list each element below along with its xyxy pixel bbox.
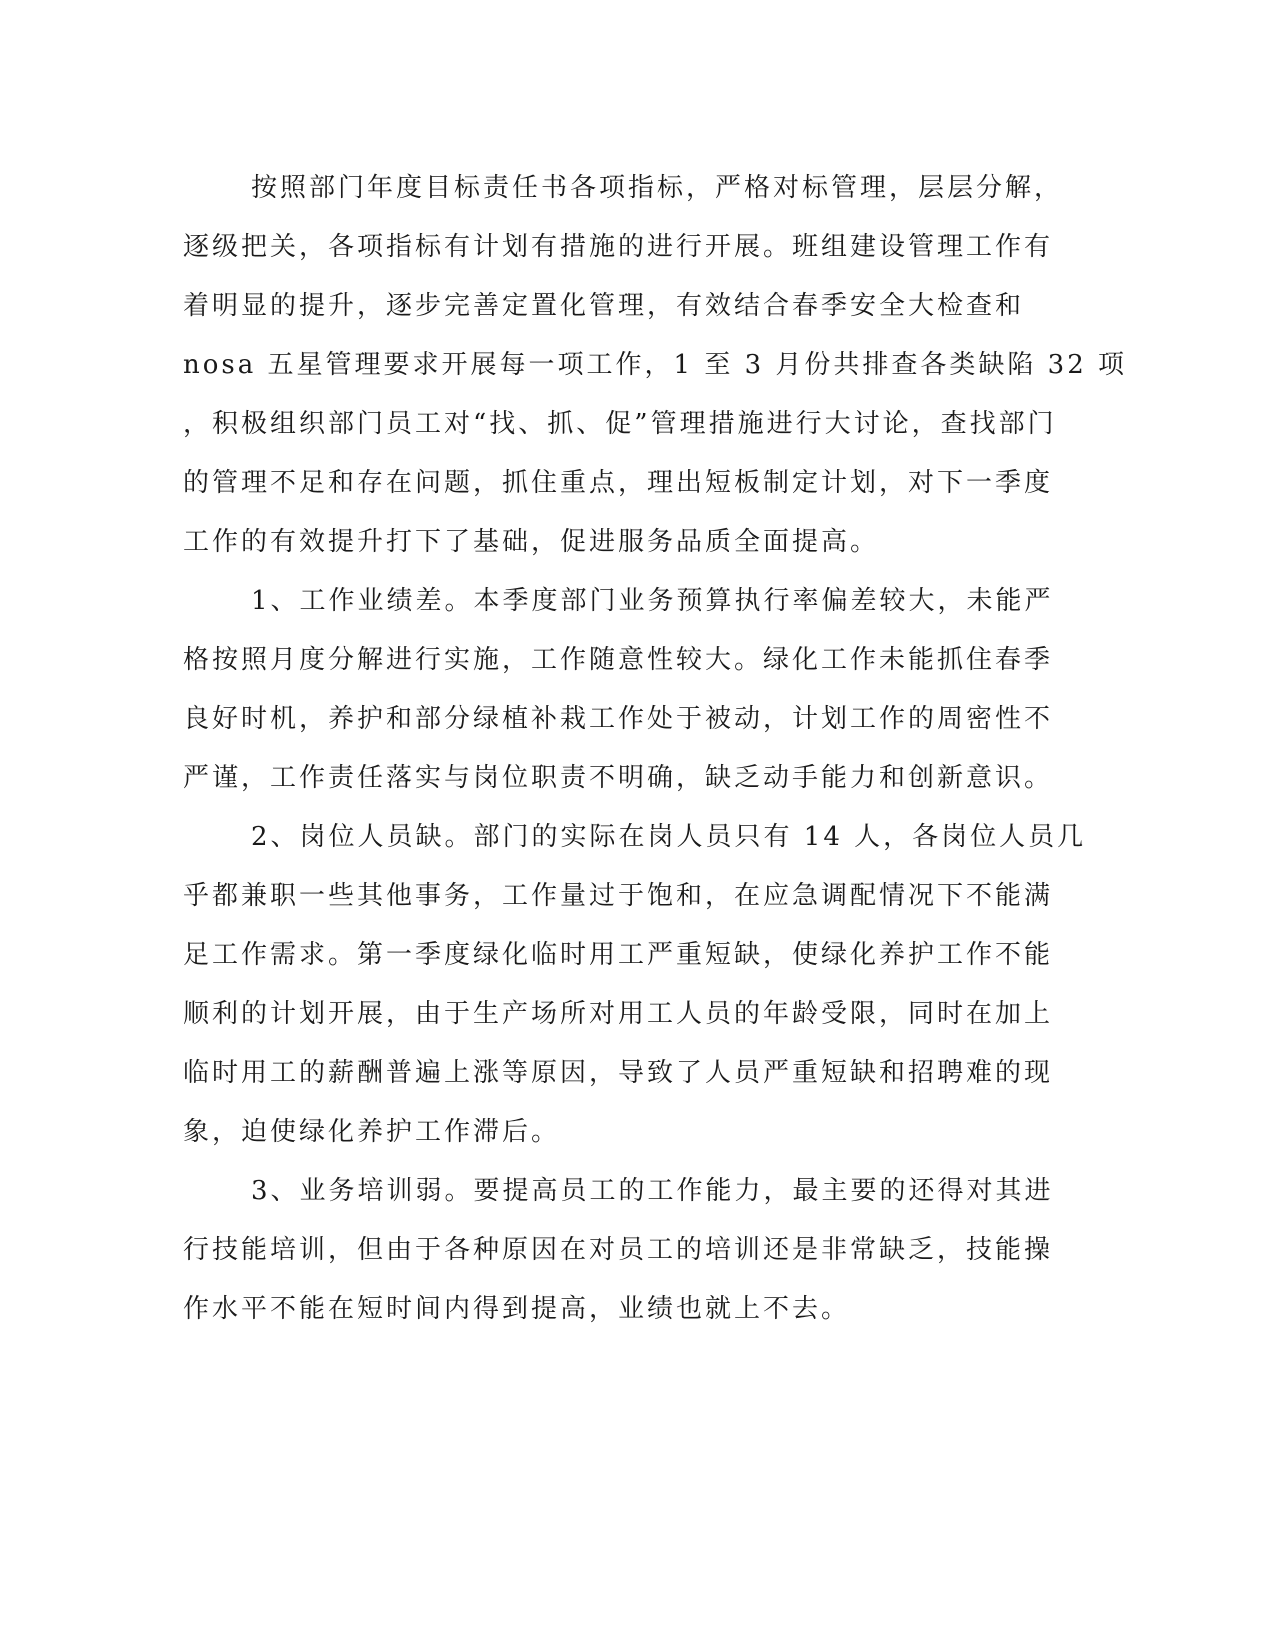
text-line: 按照部门年度目标责任书各项指标，严格对标管理，层层分解， [251, 173, 1064, 203]
text-line: 良好时机，养护和部分绿植补栽工作处于被动，计划工作的周密性不 [183, 704, 1054, 734]
text-line: 临时用工的薪酬普遍上涨等原因，导致了人员严重短缺和招聘难的现 [183, 1058, 1054, 1088]
paragraph-1 [183, 159, 1127, 572]
text-line: 象，迫使绿化养护工作滞后。 [183, 1117, 561, 1147]
text-line: 足工作需求。第一季度绿化临时用工严重短缺，使绿化养护工作不能 [183, 940, 1054, 970]
text-line: 2、岗位人员缺。部门的实际在岗人员只有 14 人，各岗位人员几 [251, 822, 1087, 852]
document-body [183, 159, 1127, 1339]
text-line: 3、业务培训弱。要提高员工的工作能力，最主要的还得对其进 [251, 1176, 1054, 1206]
paragraph-2 [183, 572, 1054, 808]
text-line: nosa 五星管理要求开展每一项工作，1 至 3 月份共排查各类缺陷 32 项 [183, 350, 1127, 380]
text-line: ，积极组织部门员工对“找、抓、促”管理措施进行大讨论，查找部门 [183, 409, 1057, 439]
paragraph-3 [183, 808, 1087, 1162]
text-line: 逐级把关，各项指标有计划有措施的进行开展。班组建设管理工作有 [183, 232, 1054, 262]
text-line: 的管理不足和存在问题，抓住重点，理出短板制定计划，对下一季度 [183, 468, 1054, 498]
text-line: 作水平不能在短时间内得到提高，业绩也就上不去。 [183, 1294, 851, 1324]
text-line: 着明显的提升，逐步完善定置化管理，有效结合春季安全大检查和 [183, 291, 1025, 321]
text-line: 1、工作业绩差。本季度部门业务预算执行率偏差较大，未能严 [251, 586, 1054, 616]
text-line: 工作的有效提升打下了基础，促进服务品质全面提高。 [183, 527, 880, 557]
text-line: 顺利的计划开展，由于生产场所对用工人员的年龄受限，同时在加上 [183, 999, 1054, 1029]
paragraph-4 [183, 1162, 1054, 1339]
text-line: 严谨，工作责任落实与岗位职责不明确，缺乏动手能力和创新意识。 [183, 763, 1054, 793]
text-line: 格按照月度分解进行实施，工作随意性较大。绿化工作未能抓住春季 [183, 645, 1054, 675]
text-line: 行技能培训，但由于各种原因在对员工的培训还是非常缺乏，技能操 [183, 1235, 1054, 1265]
text-line: 乎都兼职一些其他事务，工作量过于饱和，在应急调配情况下不能满 [183, 881, 1054, 911]
